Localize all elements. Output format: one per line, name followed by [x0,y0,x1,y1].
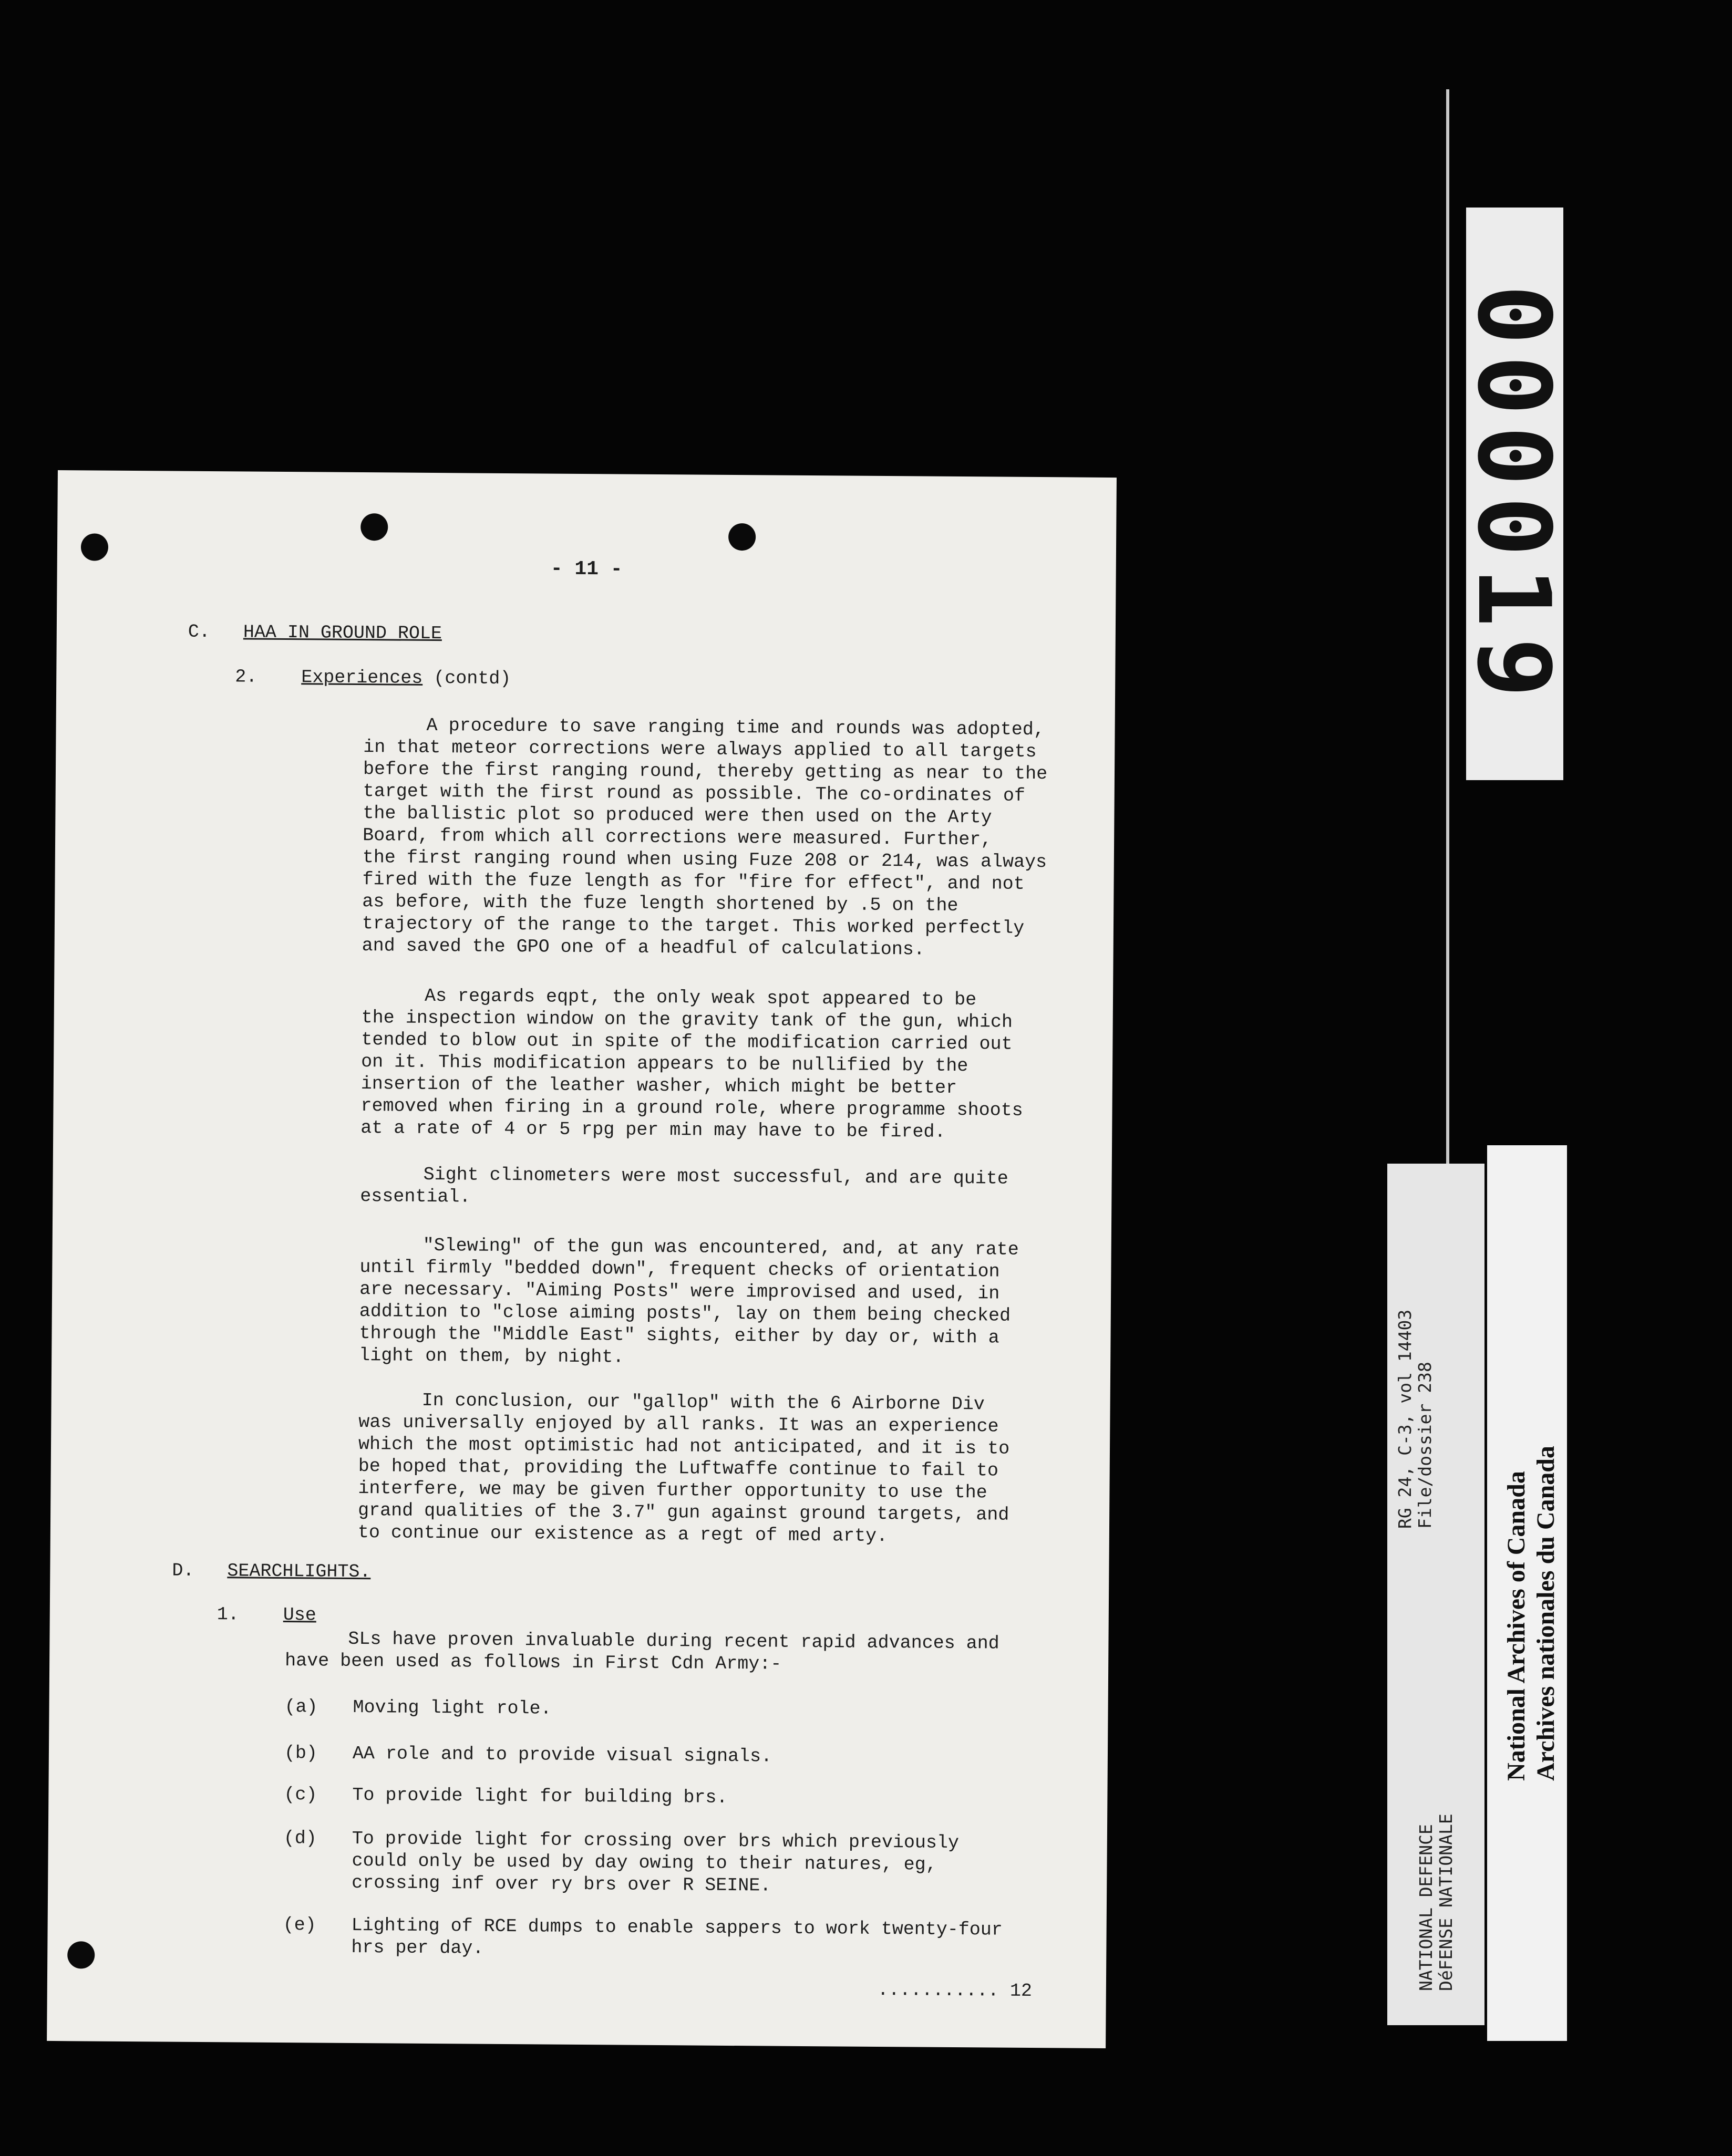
film-edge-line [1446,89,1449,1172]
subsection-1-heading [217,1603,316,1626]
continuation-marker: ........... 12 [877,1979,1033,2002]
punch-hole [728,523,756,551]
item-label: (e) [283,1914,316,1936]
section-c-heading [188,621,442,645]
subsection-number: 2. [235,666,257,688]
item-text: To provide light for crossing over brs which previously could only be used by day owing to their natures, eg, crossing inf over ry brs over R SEINE. [352,1828,960,1896]
subsection-title: Experiences [301,667,423,689]
section-letter: C. [188,621,211,643]
paragraph: A procedure to save ranging time and rounds was adopted, in that meteor corrections were always applied to all targets before the first ranging round, thereby getting as near to the target with the first round as possible. The co-ordinates of the ballistic plot so produced were then used on the Arty Board, from which all corrections were measured. Further, the first ranging round when using Fuze 208 or 214, was always fired with the fuze length as for "fire for effect", and not as before, with the fuze length shortened by .5 on the trajectory of the range to the target. This worked perfectly and saved the GPO one of a headful of calculations. [362,714,1048,960]
frame-number-text: 000019 [1456,284,1572,709]
subsection-2-heading [235,666,511,690]
item-label: (a) [284,1696,318,1718]
section-title: HAA IN GROUND ROLE [243,621,442,645]
item-label: (b) [284,1743,318,1764]
paragraph: Sight clinometers were most successful, and are quite essential. [360,1164,1008,1208]
item-label: (c) [284,1784,317,1806]
section-d-heading [172,1560,370,1583]
section-title: SEARCHLIGHTS. [227,1560,371,1583]
department-label: NATIONAL DEFENCE DéFENSE NATIONALE [1416,1813,1456,1991]
subsection-number: 1. [217,1604,239,1625]
section-letter: D. [172,1560,194,1581]
item-text: Moving light role. [353,1696,552,1719]
item-label: (d) [283,1828,317,1849]
paragraph: As regards eqpt, the only weak spot appeared to be the inspection window on the gravity tank of the gun, which tended to blow out in spite of the modification carried out on it. This modification appears to be nullified by the insertion of the leather washer, which might be better removed when firing in a ground role, where programme shoots at a rate of 4 or 5 rpg per min may have to be fired. [360,985,1023,1143]
archives-name: National Archives of Canada Archives nationales du Canada [1502,1446,1560,1781]
frame-number [1456,208,1572,780]
document-page [47,470,1117,2048]
page-number: - 11 - [550,557,623,581]
use-intro: SLs have proven invaluable during recent rapid advances and have been used as follows in First Cdn Army:- [285,1628,999,1675]
item-text: Lighting of RCE dumps to enable sappers to work twenty-four hrs per day. [351,1914,1003,1959]
record-reference: RG 24, C-3, vol 14403 File/dossier 238 [1395,1309,1435,1529]
subsection-suffix: (contd) [434,668,511,690]
item-text: AA role and to provide visual signals. [352,1743,772,1767]
paragraph: In conclusion, our "gallop" with the 6 Airborne Div was universally enjoyed by all ranks. It was an experience which the most optimistic had not anticipated, and it is to be hoped that, providing the Luftwaffe continue to fail to interfere, we may be given further opportunity to use the grand qualities of the 3.7" gun against ground targets, and to continue our existence as a regt of med arty. [357,1390,1010,1547]
punch-hole [67,1941,95,1968]
item-text: To provide light for building brs. [352,1784,728,1808]
subsection-title: Use [283,1604,316,1626]
paragraph: "Slewing" of the gun was encountered, and, at any rate until firmly "bedded down", frequent checks of orientation are necessary. "Aiming Posts" were improvised and used, in addition to "close aiming posts", lay on them being checked through the "Middle East" sights, either by day or, with a light on them, by night. [359,1235,1019,1368]
punch-hole [360,513,388,541]
